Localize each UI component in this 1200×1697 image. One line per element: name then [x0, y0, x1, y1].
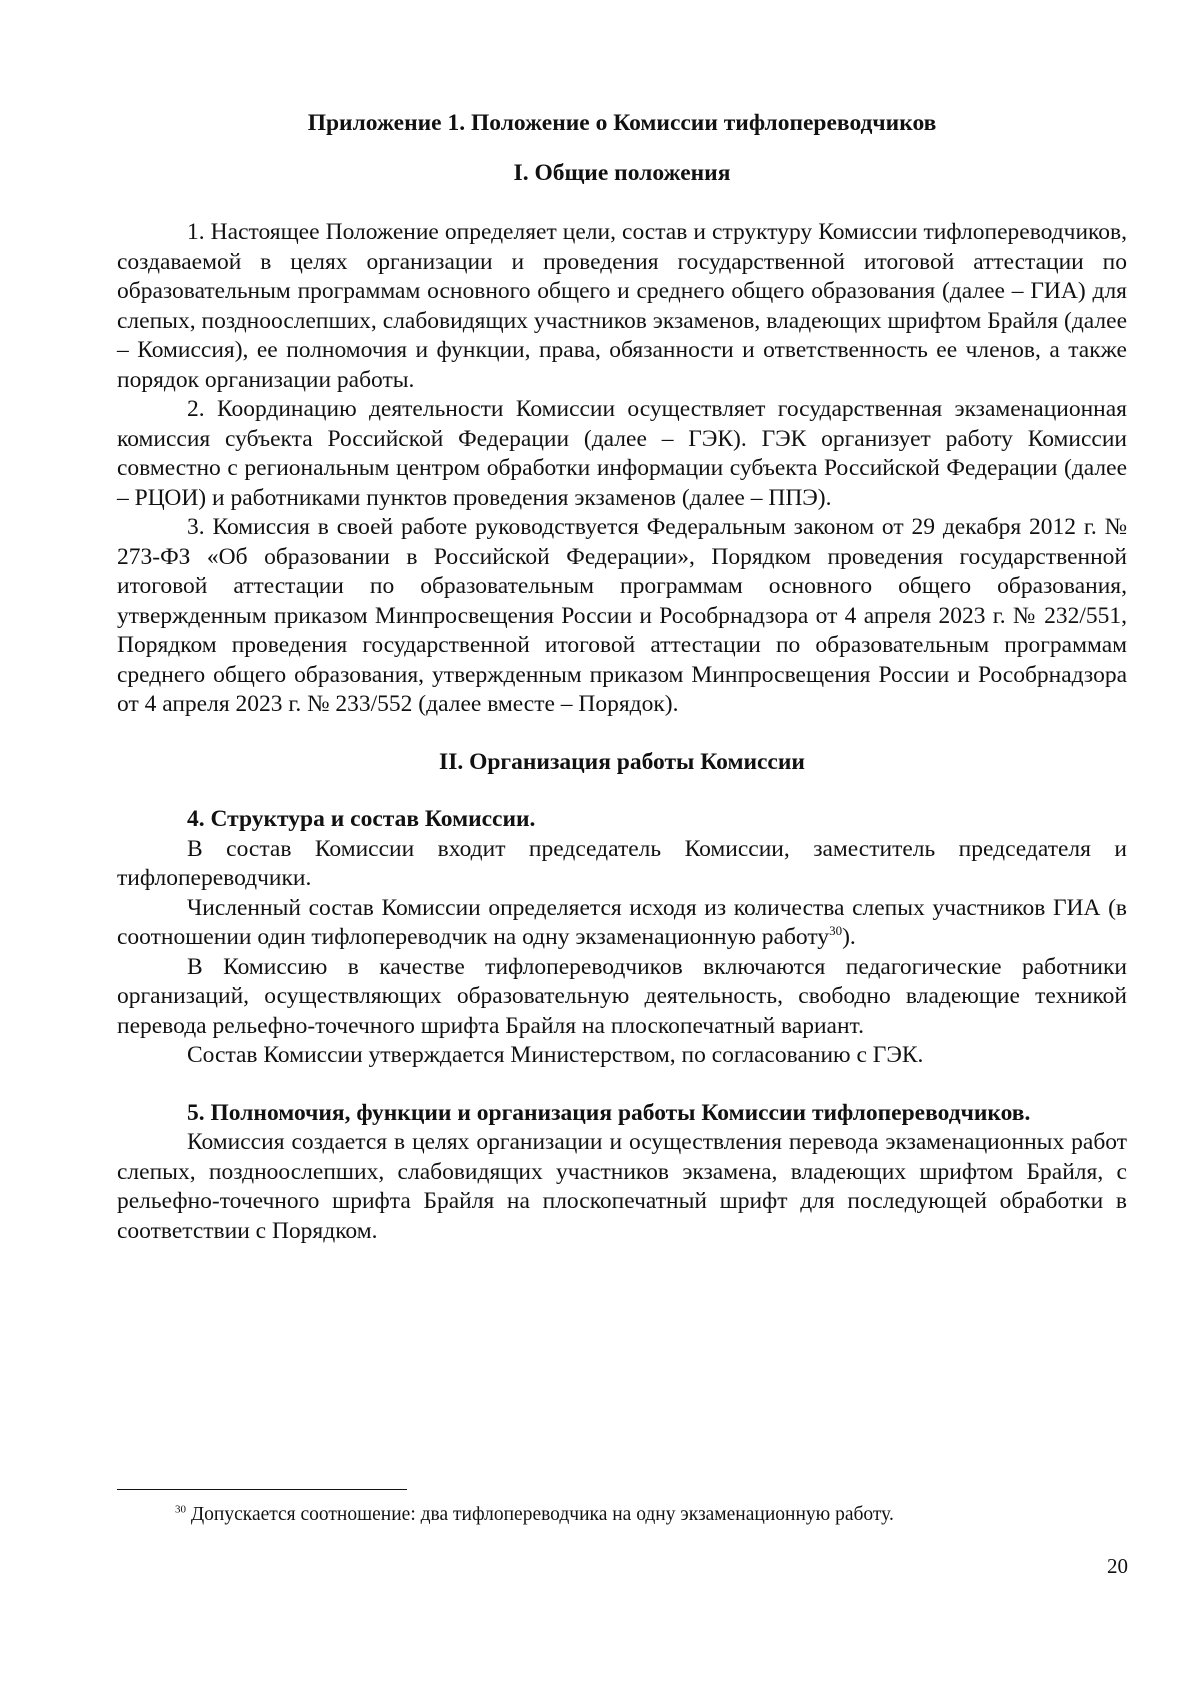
subsection-5-heading: 5. Полномочия, функции и организация работы Комиссии тифлопереводчиков. [187, 1099, 1031, 1126]
footnote-separator [117, 1489, 407, 1490]
paragraph-3: 3. Комиссия в своей работе руководствуется Федеральным законом от 29 декабря 2012 г. № 273-ФЗ «Об образовании в Российской Федерации», Порядком проведения государственной итоговой аттестации по образовательным программам основного общего образования, утвержденным приказом Минпросвещения России и Рособрнадзора от 4 апреля 2023 г. № 232/551, Порядком проведения государственной итоговой аттестации по образовательным программам среднего общего образования, утвержденным приказом Минпросвещения России и Рособрнадзора от 4 апреля 2023 г. № 233/552 (далее вместе – Порядок). [117, 514, 1127, 717]
subsection-4-paragraph-1: В состав Комиссии входит председатель Комиссии, заместитель председателя и тифлопереводчики. [117, 835, 1127, 891]
page-content [117, 109, 1127, 1246]
subsection-4-paragraph-3: В Комиссию в качестве тифлопереводчиков включаются педагогические работники организаций, осуществляющих образовательную деятельность, свободно владеющие техникой перевода рельефно-точечного шрифта Брайля на плоскопечатный вариант. [117, 953, 1127, 1039]
subsection-5-paragraph-1: Комиссия создается в целях организации и осуществления перевода экзаменационных работ слепых, поздноослепших, слабовидящих участников экзамена, владеющих шрифтом Брайля, с рельефно-точечного шрифта Брайля на плоскопечатный шрифт для последующей обработки в соответствии с Порядком. [117, 1129, 1127, 1244]
page-number: 20 [1107, 1554, 1128, 1578]
paragraph-text: Численный состав Комиссии определяется исходя из количества слепых участников ГИА (в соотношении один тифлопереводчик на одну экзаменационную работу [117, 894, 1127, 950]
section-2-title: II. Организация работы Комиссии [439, 748, 805, 775]
footnote [175, 1502, 894, 1528]
section-1-title: I. Общие положения [513, 159, 731, 186]
appendix-title: Приложение 1. Положение о Комиссии тифлопереводчиков [307, 110, 937, 136]
footnote-text: Допускается соотношение: два тифлопереводчика на одну экзаменационную работу. [190, 1504, 894, 1525]
footnote-number: 30 [175, 1503, 186, 1516]
footnote-reference[interactable]: 30 [829, 923, 843, 939]
paragraph-2: 2. Координацию деятельности Комиссии осуществляет государственная экзаменационная комиссия субъекта Российской Федерации (далее – ГЭК). ГЭК организует работу Комиссии совместно с региональным центром обработки информации субъекта Российской Федерации (далее – РЦОИ) и работниками пунктов проведения экзаменов (далее – ППЭ). [117, 396, 1127, 511]
paragraph-1: 1. Настоящее Положение определяет цели, состав и структуру Комиссии тифлопереводчиков, создаваемой в целях организации и проведения государственной итоговой аттестации по образовательным программам основного общего и среднего общего образования (далее – ГИА) для слепых, поздноослепших, слабовидящих участников экзаменов, владеющих шрифтом Брайля (далее – Комиссия), ее полномочия и функции, права, обязанности и ответственность ее членов, а также порядок организации работы. [117, 219, 1127, 393]
subsection-4-paragraph-2 [117, 894, 1127, 953]
paragraph-text-end: ). [842, 924, 856, 950]
subsection-4-heading: 4. Структура и состав Комиссии. [187, 806, 536, 832]
subsection-4-paragraph-4: Состав Комиссии утверждается Министерством, по согласованию с ГЭК. [187, 1042, 924, 1068]
